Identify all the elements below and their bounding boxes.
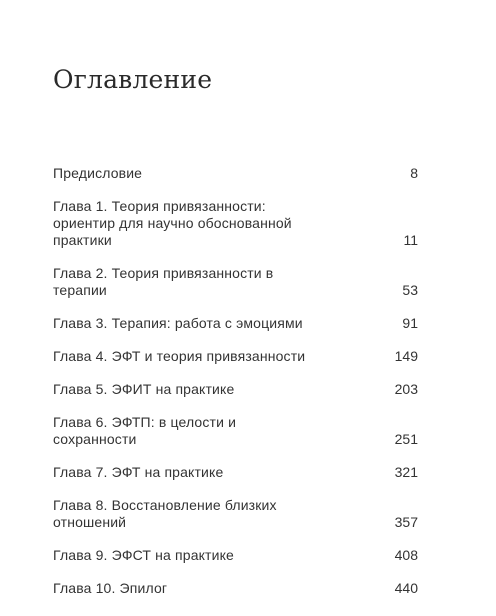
- toc-entry-title: Глава 10. Эпилог: [53, 580, 168, 596]
- toc-entry: [53, 198, 418, 249]
- toc-entry-page: 91: [402, 315, 418, 331]
- toc-entry-title: Глава 5. ЭФИТ на практике: [53, 381, 235, 397]
- toc-entry-title: Глава 8. Восстановление близких отношений: [53, 497, 277, 530]
- toc-entry-page: 251: [394, 431, 418, 447]
- toc-entry-title: Глава 1. Теория привязанности: ориентир для научно обоснованной практики: [53, 198, 292, 248]
- toc-entry-title: Глава 9. ЭФСТ на практике: [53, 547, 234, 563]
- toc-entry: [53, 580, 418, 597]
- toc-entry-title: Глава 7. ЭФТ на практике: [53, 464, 224, 480]
- toc-entry-page: 8: [410, 165, 418, 181]
- toc-entry-title: Глава 2. Теория привязанности в терапии: [53, 265, 274, 298]
- toc-entry: [53, 414, 418, 448]
- toc-entry-page: 440: [394, 580, 418, 596]
- toc-entry: [53, 348, 418, 365]
- toc-entry-page: 149: [394, 348, 418, 364]
- toc-entry-title: Глава 6. ЭФТП: в целости и сохранности: [53, 414, 237, 447]
- table-of-contents: [53, 165, 418, 613]
- toc-entry: [53, 547, 418, 564]
- toc-entry-page: 11: [403, 232, 418, 248]
- toc-entry-title: Предисловие: [53, 165, 143, 181]
- toc-entry-page: 357: [394, 514, 418, 530]
- toc-entry: [53, 265, 418, 299]
- toc-entry-page: 321: [394, 464, 418, 480]
- page-title: Оглавление: [53, 65, 213, 94]
- toc-entry: [53, 165, 418, 182]
- toc-entry-page: 203: [394, 381, 418, 397]
- toc-entry: [53, 315, 418, 332]
- toc-entry-page: 53: [402, 282, 418, 298]
- toc-entry-title: Глава 4. ЭФТ и теория привязанности: [53, 348, 306, 364]
- toc-entry-page: 408: [394, 547, 418, 563]
- toc-entry-title: Глава 3. Терапия: работа с эмоциями: [53, 315, 303, 331]
- toc-entry: [53, 464, 418, 481]
- toc-entry: [53, 381, 418, 398]
- toc-entry: [53, 497, 418, 531]
